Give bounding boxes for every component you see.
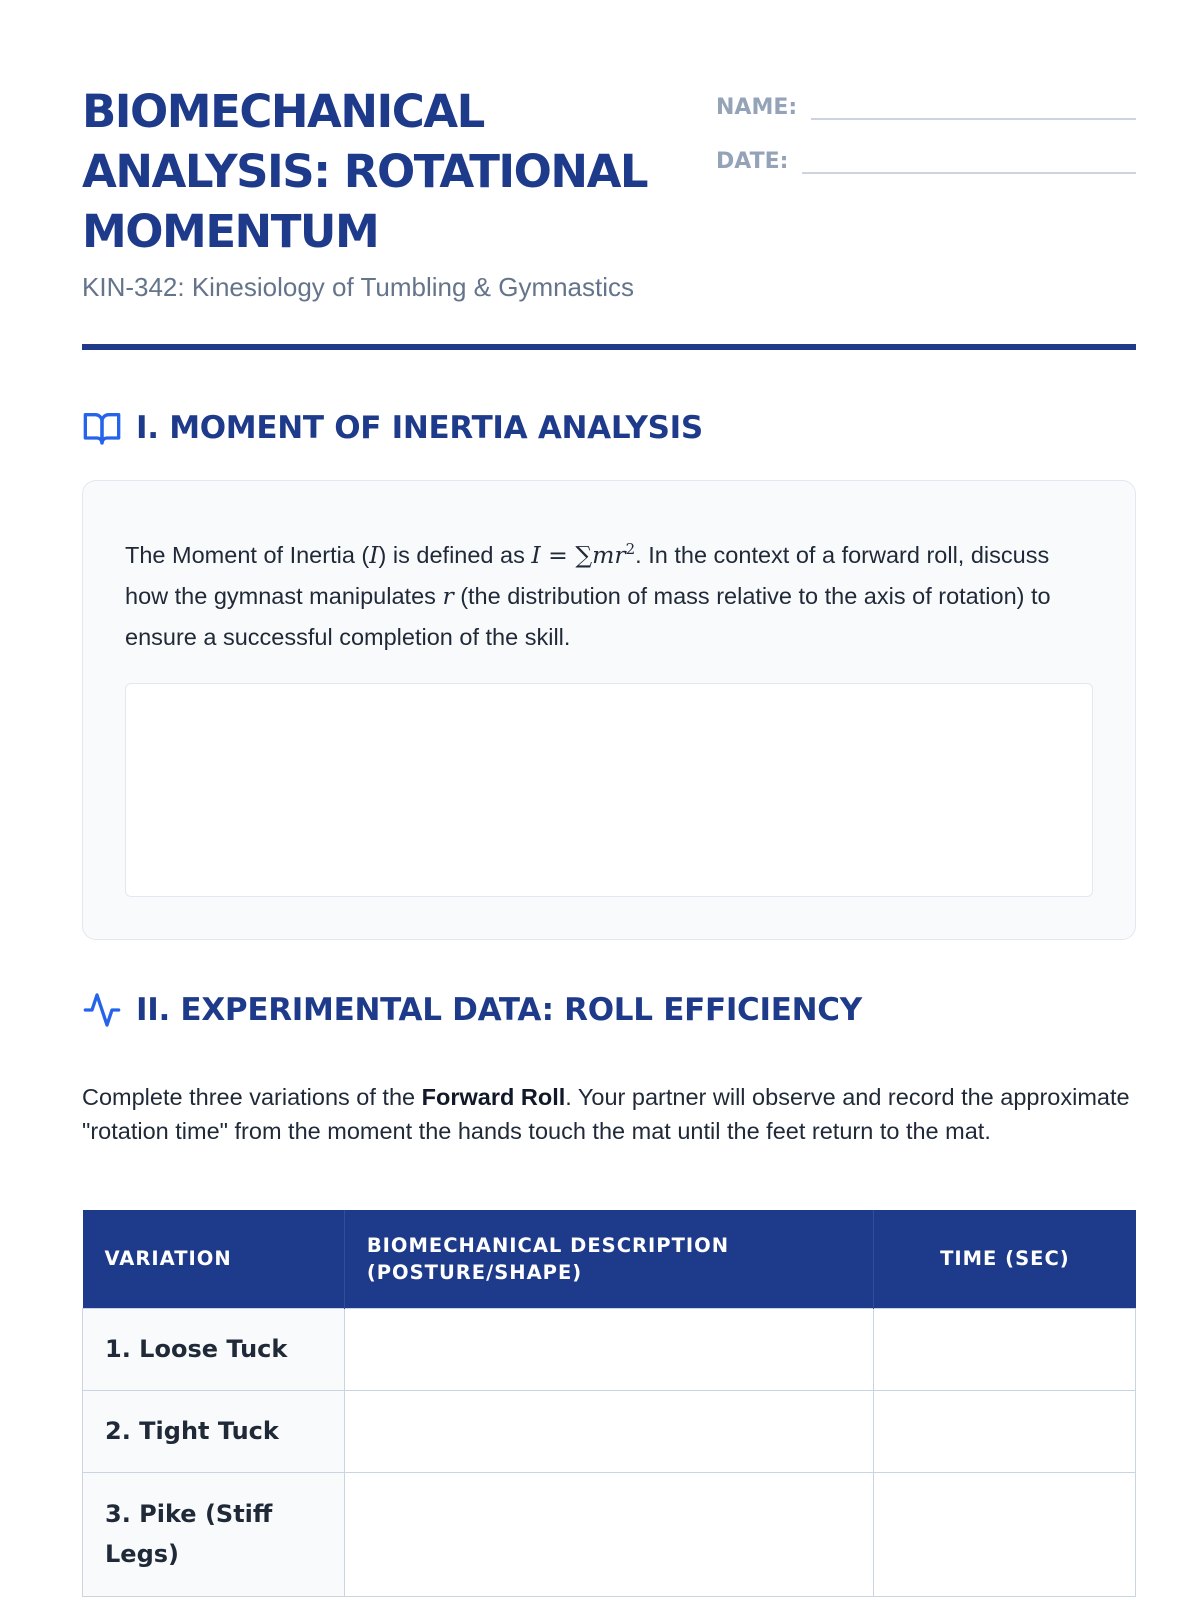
formula-exponent: 2 bbox=[625, 540, 636, 558]
table-header-row bbox=[83, 1210, 1136, 1308]
time-cell[interactable] bbox=[874, 1390, 1136, 1472]
formula-lhs: I bbox=[531, 540, 541, 569]
formula-rhs: mr bbox=[592, 540, 626, 569]
course-subtitle: KIN-342: Kinesiology of Tumbling & Gymnastics bbox=[82, 272, 635, 302]
section-1-title: I. MOMENT OF INERTIA ANALYSIS bbox=[136, 410, 703, 446]
column-header-variation: VARIATION bbox=[83, 1210, 345, 1308]
table-row bbox=[83, 1390, 1136, 1472]
table-row bbox=[83, 1308, 1136, 1390]
name-label: NAME: bbox=[716, 95, 798, 120]
section-1-heading bbox=[82, 408, 703, 448]
time-cell[interactable] bbox=[874, 1308, 1136, 1390]
date-field[interactable] bbox=[802, 144, 1136, 174]
variation-cell: 2. Tight Tuck bbox=[83, 1390, 345, 1472]
student-info bbox=[716, 84, 1136, 192]
experiment-instructions: Complete three variations of the Forward Roll. Your partner will observe and record the approximate "rotation time" from the moment the hands touch the mat until the feet return to the mat. bbox=[82, 1084, 1130, 1144]
description-cell[interactable] bbox=[344, 1472, 873, 1596]
roll-efficiency-table bbox=[82, 1210, 1136, 1597]
book-open-icon bbox=[82, 408, 122, 448]
variable-r: r bbox=[442, 581, 454, 610]
column-header-time: TIME (SEC) bbox=[874, 1210, 1136, 1308]
header-divider bbox=[82, 344, 1136, 350]
name-field[interactable] bbox=[811, 90, 1136, 120]
formula-sum: = ∑ bbox=[540, 540, 593, 569]
time-cell[interactable] bbox=[874, 1472, 1136, 1596]
variation-cell: 1. Loose Tuck bbox=[83, 1308, 345, 1390]
activity-pulse-icon bbox=[82, 990, 122, 1030]
date-row bbox=[716, 138, 1136, 174]
column-header-description: BIOMECHANICAL DESCRIPTION (POSTURE/SHAPE) bbox=[344, 1210, 873, 1308]
inertia-question-card bbox=[82, 480, 1136, 940]
forward-roll-emphasis: Forward Roll bbox=[421, 1084, 566, 1110]
variable-i: I bbox=[369, 540, 379, 569]
section-2-heading bbox=[82, 990, 862, 1030]
date-label: DATE: bbox=[716, 149, 789, 174]
section-2-title: II. EXPERIMENTAL DATA: ROLL EFFICIENCY bbox=[136, 992, 862, 1028]
question-prompt: The Moment of Inertia (I) is defined as $I = \sum mr^2$. In the context of a forward roll, discuss how the gymnast manipulates r (the distribution of mass relative to the axis of rotation) to ensure a successful completion of the skill. bbox=[125, 540, 1051, 650]
description-cell[interactable] bbox=[344, 1390, 873, 1472]
variation-cell: 3. Pike (Stiff Legs) bbox=[83, 1472, 345, 1596]
page-title: BIOMECHANICAL ANALYSIS: ROTATIONAL MOMENTUM bbox=[82, 85, 648, 258]
table-row bbox=[83, 1472, 1136, 1596]
answer-textarea[interactable] bbox=[125, 683, 1093, 897]
name-row bbox=[716, 84, 1136, 120]
description-cell[interactable] bbox=[344, 1308, 873, 1390]
